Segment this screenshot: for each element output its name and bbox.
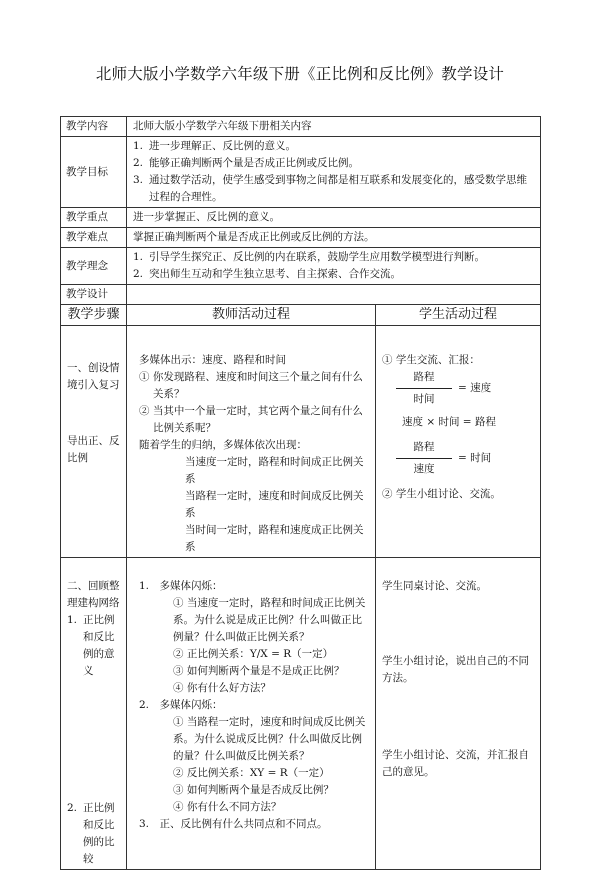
column-headers — [61, 305, 541, 326]
teacher-point: ② 正比例关系：Y/X = R（一定） — [173, 648, 334, 660]
student-response: 学生小组讨论，说出自己的不同方法。 — [382, 655, 529, 684]
content-value: 北师大版小学数学六年级下册相关内容 — [127, 117, 541, 137]
step-heading: 导出正、反比例 — [67, 435, 120, 464]
key-value: 进一步掌握正、反比例的意义。 — [127, 208, 541, 228]
teacher-step: 2. 多媒体闪烁： — [139, 699, 223, 711]
difficulty-label: 教学难点 — [61, 228, 127, 248]
idea-item: 2. 突出师生互动和学生独立思考、自主探索、合作交流。 — [133, 268, 401, 280]
step-heading: 一、创设情境引入复习 — [67, 362, 120, 391]
row-design — [61, 285, 541, 305]
teacher-point: ③ 如何判断两个量是否成反比例？ — [173, 784, 334, 796]
formula-distance: 速度 × 时间 = 路程 — [402, 416, 496, 428]
step-item: 2. 正比例和反比例的比较 — [67, 802, 115, 865]
teacher-point: ④ 你有什么好方法？ — [173, 682, 271, 694]
goal-item: 1. 进一步理解正、反比例的意义。 — [133, 140, 296, 152]
section-1-teacher — [127, 326, 376, 558]
student-response: 学生同桌讨论、交流。 — [382, 580, 487, 592]
design-value — [127, 285, 541, 305]
goals-value — [127, 137, 541, 208]
teacher-question: ② 当其中一个量一定时，其它两个量之间有什么比例关系呢？ — [139, 405, 363, 434]
fraction-result: = 时间 — [458, 452, 492, 464]
relation-line: 当速度一定时，路程和时间成正比例关系 — [185, 456, 364, 485]
section-1-steps — [61, 326, 127, 558]
fraction-denominator: 时间 — [413, 393, 435, 405]
header-student: 学生活动过程 — [376, 305, 541, 326]
step-heading: 二、回顾整理建构网络 — [67, 580, 120, 609]
section-2-teacher — [127, 558, 376, 870]
teacher-step: 3. 正、反比例有什么共同点和不同点。 — [139, 818, 328, 830]
goal-item: 2. 能够正确判断两个量是否成正比例或反比例。 — [133, 157, 359, 169]
section-1-row — [61, 326, 541, 558]
step-item: 1. 正比例和反比例的意义 — [67, 614, 115, 677]
key-label: 教学重点 — [61, 208, 127, 228]
fraction-denominator: 速度 — [413, 463, 435, 475]
teacher-step: 1. 多媒体闪烁： — [139, 580, 223, 592]
page-title: 北师大版小学数学六年级下册《正比例和反比例》教学设计 — [95, 65, 505, 83]
section-1-student — [376, 326, 541, 558]
section-2-row — [61, 558, 541, 870]
content-label: 教学内容 — [61, 117, 127, 137]
row-content — [61, 117, 541, 137]
section-2-student — [376, 558, 541, 870]
fraction-bar — [396, 458, 452, 459]
header-steps: 教学步骤 — [61, 305, 127, 326]
goals-label: 教学目标 — [61, 137, 127, 208]
goal-item: 3. 通过数学活动，使学生感受到事物之间都是相互联系和发展变化的，感受数学思维过程的合理性。 — [133, 174, 527, 203]
formula-time — [382, 439, 491, 478]
teacher-question: ① 你发现路程、速度和时间这三个量之间有什么关系？ — [139, 371, 363, 400]
student-discuss: ② 学生小组讨论、交流。 — [382, 488, 501, 500]
teacher-point: ② 反比例关系：XY = R（一定） — [173, 767, 330, 779]
relation-line: 当时间一定时，路程和速度成正比例关系 — [185, 524, 364, 553]
row-difficulty — [61, 228, 541, 248]
idea-value — [127, 248, 541, 285]
row-idea — [61, 248, 541, 285]
teacher-point: ③ 如何判断两个量是不是成正比例？ — [173, 665, 345, 677]
student-report: ① 学生交流、汇报： — [382, 354, 480, 366]
fraction-numerator: 路程 — [413, 371, 435, 383]
lesson-plan-table — [60, 116, 541, 870]
fraction-result: = 速度 — [458, 382, 492, 394]
teacher-point: ① 当速度一定时，路程和时间成正比例关系。为什么说是成正比例？什么叫做正比例量？什么叫做正比例关系？ — [173, 597, 366, 643]
teacher-follow: 随着学生的归纳，多媒体依次出现： — [139, 439, 307, 451]
header-teacher: 教师活动过程 — [127, 305, 376, 326]
idea-item: 1. 引导学生探究正、反比例的内在联系，鼓励学生应用数学模型进行判断。 — [133, 251, 485, 263]
difficulty-value: 掌握正确判断两个量是否成正比例或反比例的方法。 — [127, 228, 541, 248]
formula-speed — [382, 369, 491, 408]
idea-label: 教学理念 — [61, 248, 127, 285]
row-key — [61, 208, 541, 228]
design-label: 教学设计 — [61, 285, 127, 305]
relation-line: 当路程一定时，速度和时间成反比例关系 — [185, 490, 364, 519]
teacher-point: ④ 你有什么不同方法？ — [173, 801, 282, 813]
section-2-steps — [61, 558, 127, 870]
fraction-bar — [396, 388, 452, 389]
teacher-point: ① 当路程一定时，速度和时间成反比例关系。为什么说成反比例？什么叫做反比例的量？什么叫做反比例关系？ — [173, 716, 366, 762]
fraction-numerator: 路程 — [413, 441, 435, 453]
teacher-intro: 多媒体出示：速度、路程和时间 — [139, 354, 286, 366]
student-response: 学生小组讨论、交流，并汇报自己的意见。 — [382, 749, 529, 778]
row-goals — [61, 137, 541, 208]
